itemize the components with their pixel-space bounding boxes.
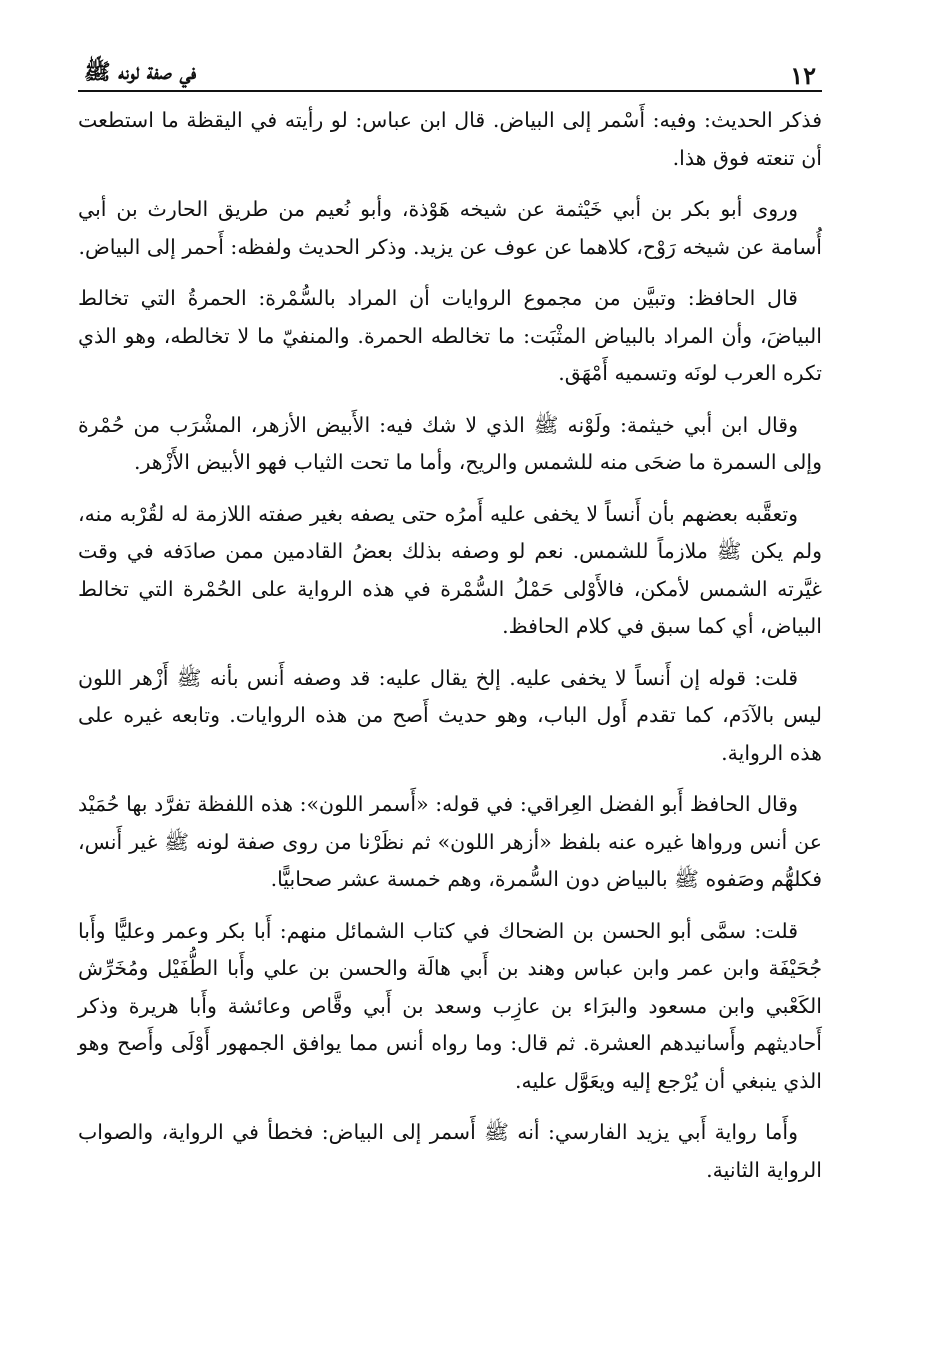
page-number: ١٢ [790,61,816,90]
chapter-title: في صفة لونه ﷺ [84,59,197,85]
body-text [78,102,822,1189]
book-page [78,40,822,1203]
paragraph: وقال الحافظ أَبو الفضل العِراقي: في قوله: «أَسمر اللون»: هذه اللفظة تفرَّد بها حُمَيْد عن أنس ورواها غيره عنه بلفظ «أزهر اللون» ثم نظَرْنا من روى صفة لونه ﷺ غير أَنس، فكلهُّم وصَفوه ﷺ بالبياض دون السُّمرة، وهم خمسة عشر صحابيًّا. [78,792,822,891]
paragraph: فذكر الحديث: وفيه: أَسْمر إلى البياض. قال ابن عباس: لو رأيته في اليقظة ما استطعت أن تنعته فوق هذا. [78,108,822,170]
paragraph: وأَما رواية أَبي يزيد الفارسي: أنه ﷺ أَسمر إلى البياض: فخطأ في الرواية، والصواب الرواية الثانية. [78,1120,822,1182]
paragraph: وقال ابن أبي خيثمة: ولَوْنه ﷺ الذي لا شك فيه: الأَبيض الأزهر، المشْرَب من حُمْرة وإلى السمرة ما ضحَى منه للشمس والريح، وأما ما تحت الثياب فهو الأبيض الأَزْهر. [78,412,822,474]
running-header [78,40,822,92]
paragraph: قال الحافظ: وتبيَّن من مجموع الروايات أن المراد بالسُّمْرة: الحمرةُ التي تخالط البياضَ، وأن المراد بالبياض المثْبَت: ما تخالطه الحمرة. والمنفيّ ما لا تخالطه، وهو الذي تكره العرب لونَه وتسميه أَمْهَق. [78,286,822,385]
paragraph: وتعقَّبه بعضهم بأن أَنساً لا يخفى عليه أَمرُه حتى يصفه بغير صفته اللازمة له لقُرْبه منه، ولم يكن ﷺ ملازماً للشمس. نعم لو وصفه بذلك بعضُ القادمين ممن صادَفه في وقت غيَّرته الشمس لأمكن، فالأَوْلى حَمْلُ السُّمْرة في هذه الرواية على الحُمْرة التي تخالط البياض، أي كما سبق في كلام الحافظ. [78,501,822,638]
paragraph: قلت: سمَّى أبو الحسن بن الضحاك في كتاب الشمائل منهم: أَبا بكر وعمر وعليًّا وأَبا جُحَيْفَة وابن عمر وابن عباس وهند بن أَبي هالَة والحسن بن علي وأَبا الطُّفَيْل ومُخَرِّش الكَعْبي وابن مسعود والبرَاء بن عازِب وسعد بن أَبي وقَّاص وعائشة وأَبا هريرة وذكر أَحاديثهم وأَسانيدهم العشرة. ثم قال: وما رواه أنس مما يوافق الجمهور أَوْلَى وأَصح وهو الذي ينبغي أن يُرْجع إليه ويعَوَّل عليه. [78,918,822,1093]
paragraph: وروى أبو بكر بن أبي خَيْثمة عن شيخه هَوْذة، وأبو نُعيم من طريق الحارث بن أبي أُسامة عن شيخه رَوْح، كلاهما عن عوف عن يزيد. وذكر الحديث ولفظه: أَحمر إلى البياض. [78,197,822,259]
paragraph: قلت: قوله إن أَنساً لا يخفى عليه. إلخ يقال عليه: قد وصفه أَنس بأنه ﷺ أَزْهر اللون ليس بالآدَم، كما تقدم أَول الباب، وهو حديث أَصح من هذه الروايات. وتابعه غيره على هذه الرواية. [78,665,822,765]
